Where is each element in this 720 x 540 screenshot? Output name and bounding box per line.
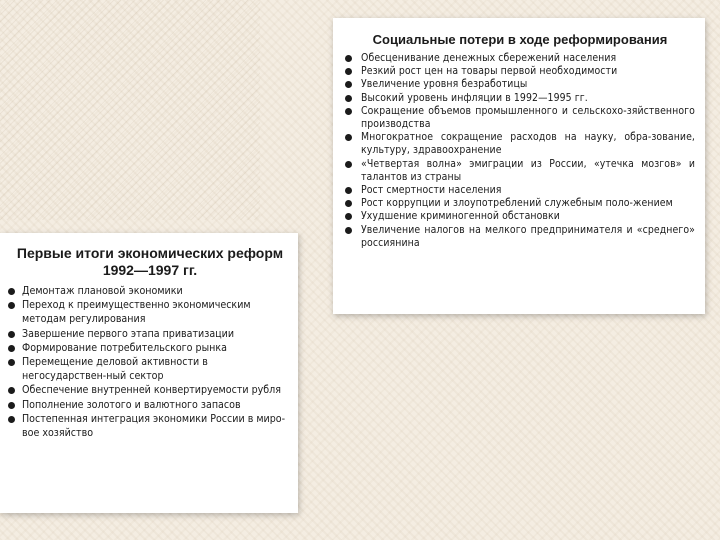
list-item: Переход к преимущественно экономическим методам регулирования [8,298,292,326]
bullet-icon [345,200,352,207]
bullet-icon [345,161,352,168]
list-item: Ухудшение криминогенной обстановки [345,210,695,223]
bullet-icon [345,68,352,75]
list-item: Рост смертности населения [345,184,695,197]
list-item: Обеспечение внутренней конвертируемости рубля [8,383,292,397]
list-item: Завершение первого этапа приватизации [8,327,292,341]
list-item: Обесценивание денежных сбережений населения [345,52,695,65]
bullet-icon [345,81,352,88]
list-item: Формирование потребительского рынка [8,341,292,355]
list-item: Многократное сокращение расходов на науку, обра-зование, культуру, здравоохранение [345,131,695,157]
bullet-icon [8,402,15,409]
social-losses-panel [333,18,705,314]
list-item: Высокий уровень инфляции в 1992—1995 гг. [345,92,695,105]
list-item: Сокращение объемов промышленного и сельскохо-зяйственного производства [345,105,695,131]
bullet-icon [345,134,352,141]
list-item: Перемещение деловой активности в негосударствен-ный сектор [8,355,292,383]
bullet-icon [345,213,352,220]
bullet-icon [345,187,352,194]
background-texture [0,0,260,220]
list-item: Резкий рост цен на товары первой необходимости [345,65,695,78]
bullet-icon [8,302,15,309]
list-item: Постепенная интеграция экономики России в миро-вое хозяйство [8,412,292,440]
bullet-icon [8,345,15,352]
title-line: Первые итоги экономических реформ [16,245,284,261]
bullet-icon [345,95,352,102]
social-losses-title: Социальные потери в ходе реформирования [372,32,668,47]
list-item: Увеличение уровня безработицы [345,78,695,91]
bullet-icon [345,227,352,234]
bullet-icon [8,288,15,295]
list-item: Рост коррупции и злоупотреблений служебным поло-жением [345,197,695,210]
bullet-icon [8,331,15,338]
economic-results-list [8,284,292,440]
bullet-icon [8,387,15,394]
bullet-icon [8,359,15,366]
economic-results-panel [0,233,298,513]
bullet-icon [8,416,15,423]
bullet-icon [345,108,352,115]
title-years: 1992—1997 гг. [102,262,198,278]
social-losses-list [345,52,695,250]
bullet-icon [345,55,352,62]
list-item: Пополнение золотого и валютного запасов [8,398,292,412]
list-item: Увеличение налогов на мелкого предпринимателя и «среднего» россиянина [345,224,695,250]
economic-results-title [8,245,292,279]
list-item: Демонтаж плановой экономики [8,284,292,298]
list-item: «Четвертая волна» эмиграции из России, «утечка мозгов» и талантов из страны [345,158,695,184]
